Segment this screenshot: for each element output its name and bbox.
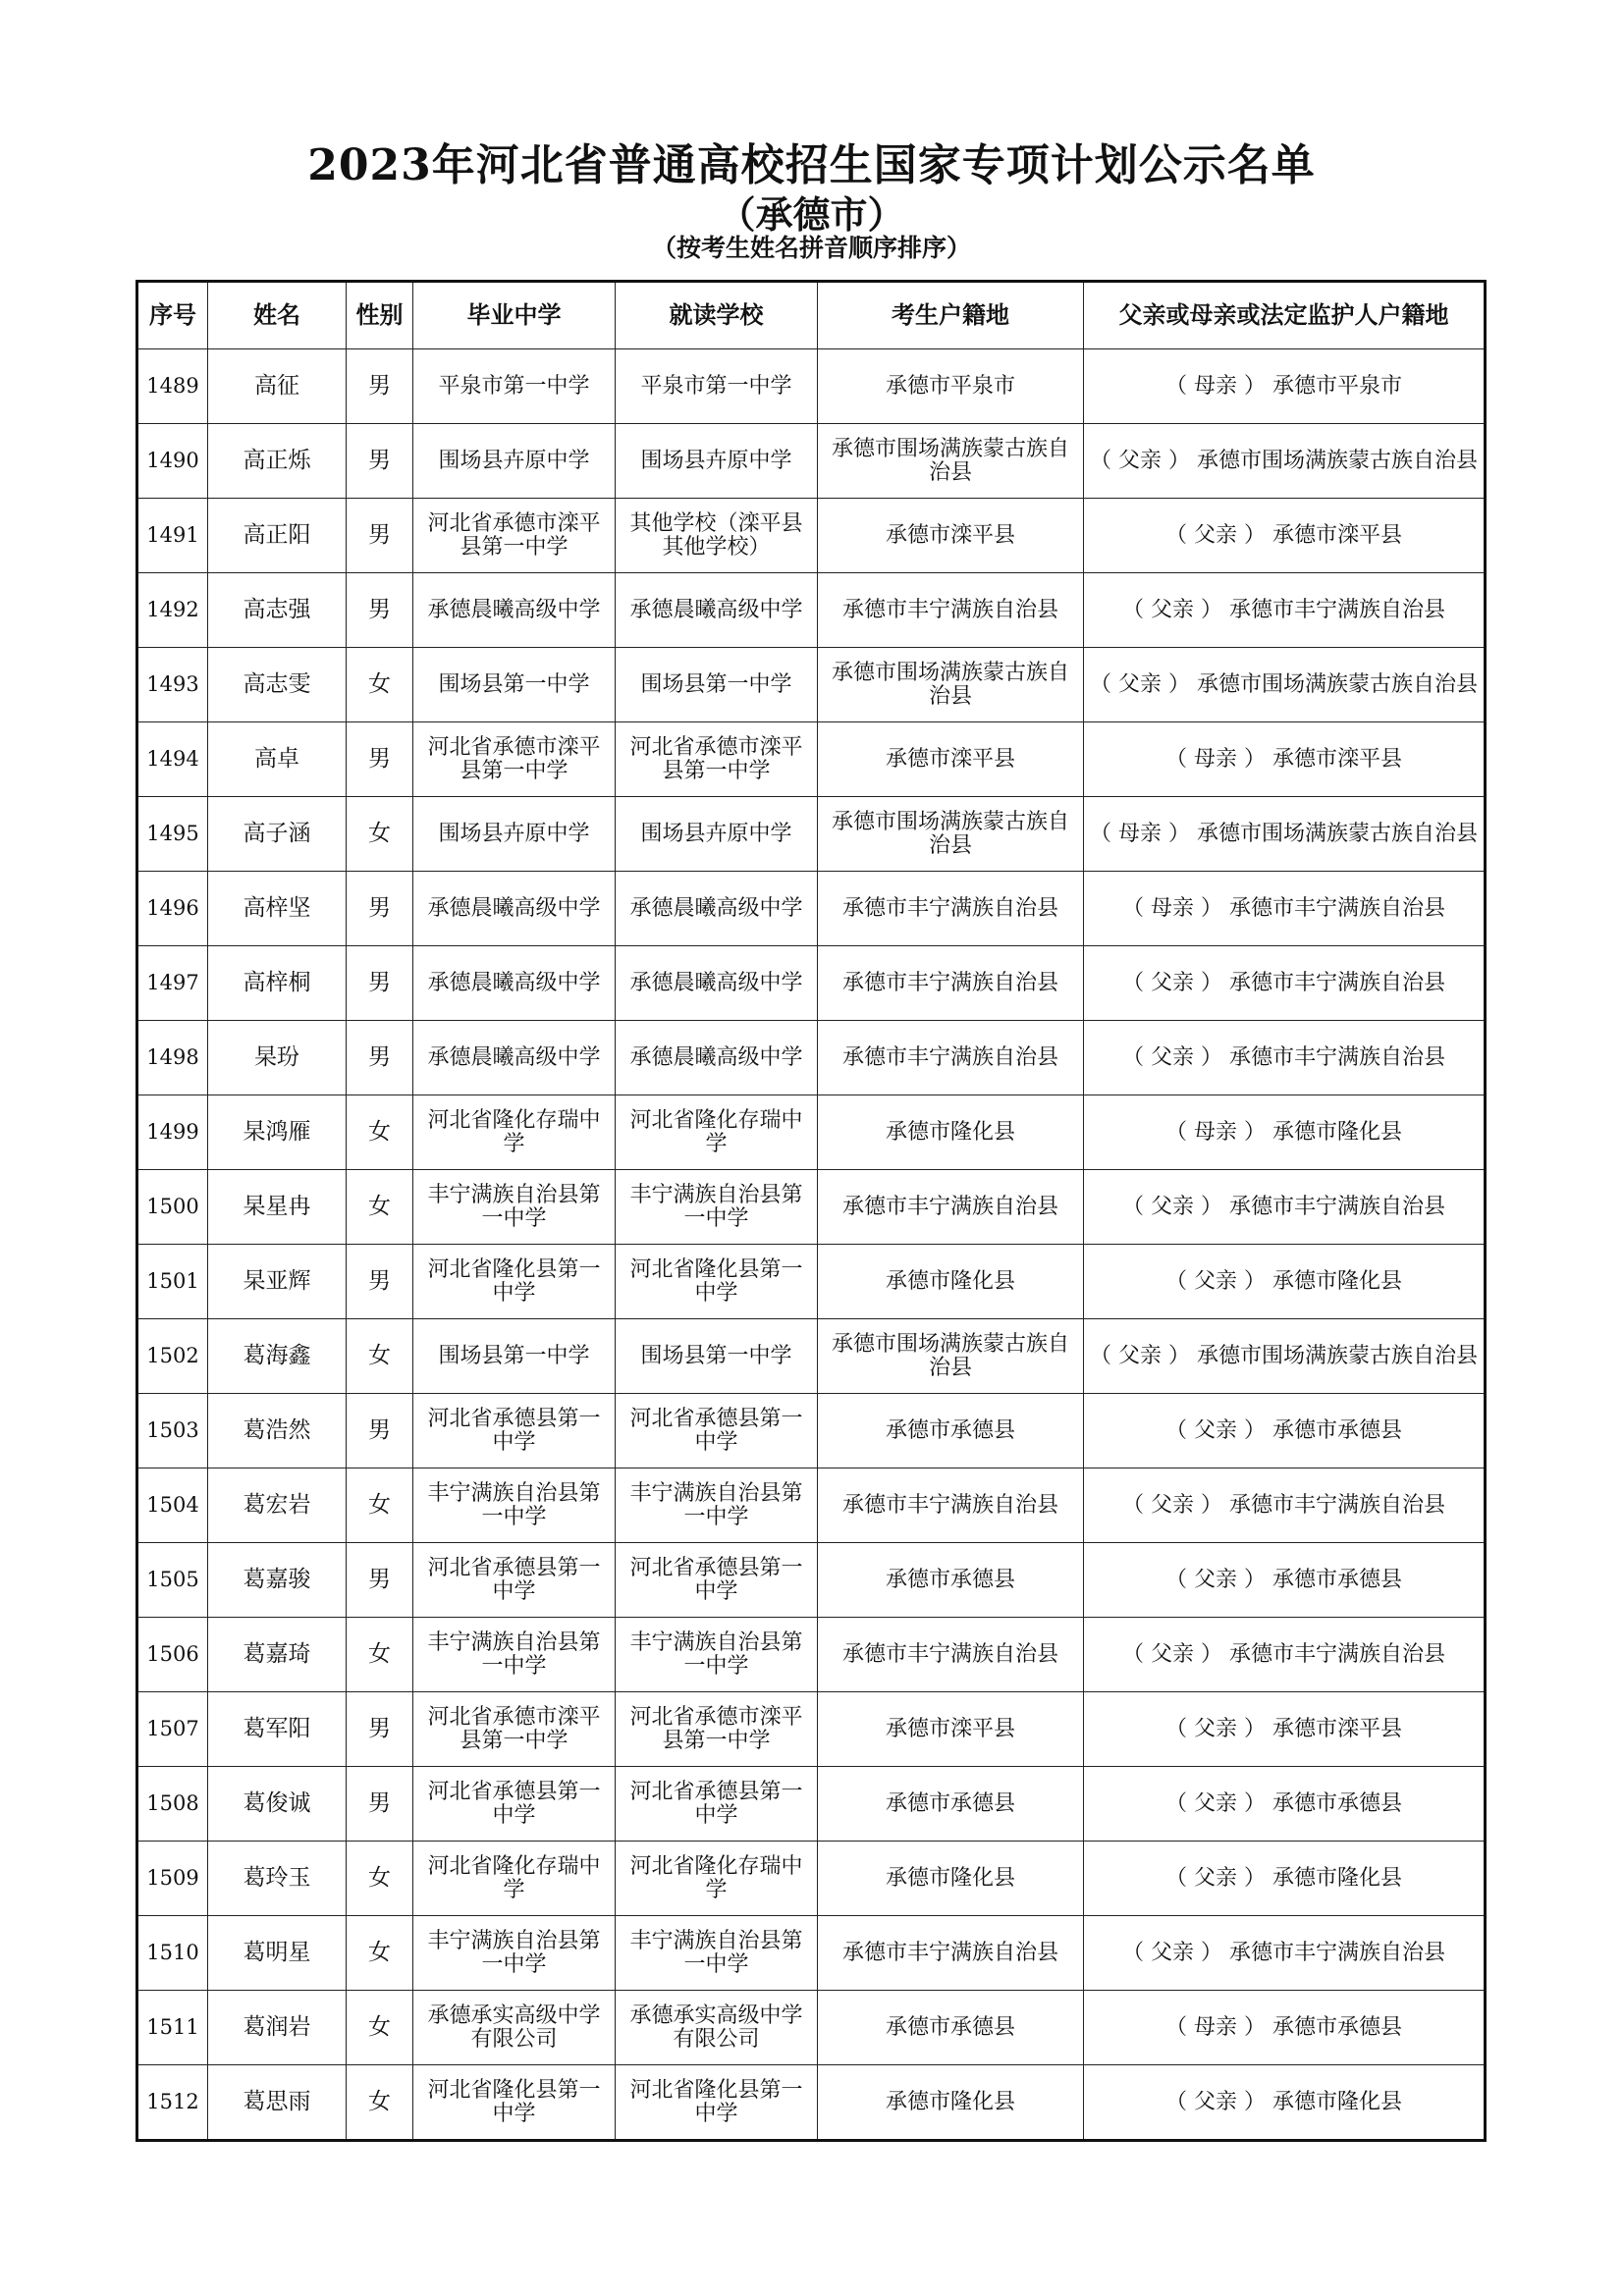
cell-guardian-residence: （ 父亲 ） 承德市丰宁满族自治县 xyxy=(1084,946,1486,1021)
column-header-residence: 考生户籍地 xyxy=(818,282,1084,349)
cell-graduation-school: 河北省隆化存瑞中学 xyxy=(413,1095,616,1170)
cell-serial-number: 1508 xyxy=(137,1767,208,1842)
cell-sex: 男 xyxy=(347,349,413,424)
cell-current-school: 河北省隆化县第一中学 xyxy=(616,1245,818,1319)
cell-serial-number: 1503 xyxy=(137,1394,208,1468)
cell-current-school: 平泉市第一中学 xyxy=(616,349,818,424)
cell-guardian-residence: （ 父亲 ） 承德市承德县 xyxy=(1084,1767,1486,1842)
sort-note: （按考生姓名拼音顺序排序） xyxy=(651,234,971,262)
cell-residence: 承德市隆化县 xyxy=(818,2065,1084,2141)
cell-guardian-residence: （ 父亲 ） 承德市丰宁满族自治县 xyxy=(1084,1618,1486,1692)
cell-name: 葛嘉骏 xyxy=(208,1543,347,1618)
cell-serial-number: 1510 xyxy=(137,1916,208,1991)
cell-current-school: 河北省承德市滦平县第一中学 xyxy=(616,1692,818,1767)
table-row xyxy=(137,424,1486,499)
cell-residence: 承德市丰宁满族自治县 xyxy=(818,1916,1084,1991)
cell-serial-number: 1497 xyxy=(137,946,208,1021)
cell-current-school: 河北省隆化存瑞中学 xyxy=(616,1842,818,1916)
cell-current-school: 承德晨曦高级中学 xyxy=(616,872,818,946)
cell-guardian-residence: （ 父亲 ） 承德市丰宁满族自治县 xyxy=(1084,1170,1486,1245)
cell-sex: 女 xyxy=(347,797,413,872)
cell-current-school: 河北省承德市滦平县第一中学 xyxy=(616,722,818,797)
cell-serial-number: 1491 xyxy=(137,499,208,573)
cell-sex: 女 xyxy=(347,1095,413,1170)
cell-graduation-school: 河北省承德市滦平县第一中学 xyxy=(413,1692,616,1767)
table-row xyxy=(137,1543,1486,1618)
cell-sex: 男 xyxy=(347,1021,413,1095)
table-row xyxy=(137,499,1486,573)
cell-current-school: 承德晨曦高级中学 xyxy=(616,946,818,1021)
cell-guardian-residence: （ 父亲 ） 承德市围场满族蒙古族自治县 xyxy=(1084,424,1486,499)
cell-guardian-residence: （ 母亲 ） 承德市隆化县 xyxy=(1084,1095,1486,1170)
table-row xyxy=(137,1618,1486,1692)
cell-guardian-residence: （ 父亲 ） 承德市滦平县 xyxy=(1084,1692,1486,1767)
table-row xyxy=(137,1319,1486,1394)
table-row xyxy=(137,2065,1486,2141)
cell-serial-number: 1512 xyxy=(137,2065,208,2141)
cell-residence: 承德市隆化县 xyxy=(818,1095,1084,1170)
cell-sex: 女 xyxy=(347,1991,413,2065)
cell-guardian-residence: （ 父亲 ） 承德市丰宁满族自治县 xyxy=(1084,1916,1486,1991)
table-row xyxy=(137,1767,1486,1842)
table-row xyxy=(137,946,1486,1021)
cell-residence: 承德市围场满族蒙古族自治县 xyxy=(818,1319,1084,1394)
cell-name: 高梓坚 xyxy=(208,872,347,946)
cell-current-school: 河北省承德县第一中学 xyxy=(616,1394,818,1468)
cell-graduation-school: 丰宁满族自治县第一中学 xyxy=(413,1468,616,1543)
table-row xyxy=(137,1842,1486,1916)
cell-guardian-residence: （ 父亲 ） 承德市隆化县 xyxy=(1084,1842,1486,1916)
cell-sex: 女 xyxy=(347,648,413,722)
column-header-guardian-residence: 父亲或母亲或法定监护人户籍地 xyxy=(1084,282,1486,349)
table-header-row xyxy=(137,282,1486,349)
cell-guardian-residence: （ 父亲 ） 承德市承德县 xyxy=(1084,1543,1486,1618)
table-row xyxy=(137,872,1486,946)
table-row xyxy=(137,1692,1486,1767)
cell-serial-number: 1495 xyxy=(137,797,208,872)
cell-residence: 承德市滦平县 xyxy=(818,499,1084,573)
cell-guardian-residence: （ 母亲 ） 承德市滦平县 xyxy=(1084,722,1486,797)
cell-serial-number: 1494 xyxy=(137,722,208,797)
cell-residence: 承德市丰宁满族自治县 xyxy=(818,946,1084,1021)
cell-guardian-residence: （ 父亲 ） 承德市丰宁满族自治县 xyxy=(1084,573,1486,648)
column-header-graduation-school: 毕业中学 xyxy=(413,282,616,349)
table-row xyxy=(137,797,1486,872)
cell-guardian-residence: （ 父亲 ） 承德市承德县 xyxy=(1084,1394,1486,1468)
cell-residence: 承德市承德县 xyxy=(818,1767,1084,1842)
cell-current-school: 承德承实高级中学有限公司 xyxy=(616,1991,818,2065)
cell-sex: 男 xyxy=(347,1692,413,1767)
cell-graduation-school: 河北省承德县第一中学 xyxy=(413,1767,616,1842)
cell-graduation-school: 丰宁满族自治县第一中学 xyxy=(413,1618,616,1692)
cell-serial-number: 1505 xyxy=(137,1543,208,1618)
cell-name: 葛海鑫 xyxy=(208,1319,347,1394)
cell-sex: 女 xyxy=(347,2065,413,2141)
cell-current-school: 河北省承德县第一中学 xyxy=(616,1543,818,1618)
cell-guardian-residence: （ 父亲 ） 承德市隆化县 xyxy=(1084,1245,1486,1319)
cell-name: 葛润岩 xyxy=(208,1991,347,2065)
cell-serial-number: 1509 xyxy=(137,1842,208,1916)
cell-name: 葛明星 xyxy=(208,1916,347,1991)
cell-guardian-residence: （ 母亲 ） 承德市丰宁满族自治县 xyxy=(1084,872,1486,946)
table-row xyxy=(137,1394,1486,1468)
cell-sex: 男 xyxy=(347,1245,413,1319)
cell-serial-number: 1501 xyxy=(137,1245,208,1319)
cell-graduation-school: 围场县第一中学 xyxy=(413,1319,616,1394)
cell-residence: 承德市丰宁满族自治县 xyxy=(818,1468,1084,1543)
document-subtitle: （承德市） xyxy=(718,192,905,237)
cell-graduation-school: 承德晨曦高级中学 xyxy=(413,573,616,648)
cell-sex: 男 xyxy=(347,1543,413,1618)
cell-serial-number: 1496 xyxy=(137,872,208,946)
cell-graduation-school: 河北省隆化县第一中学 xyxy=(413,1245,616,1319)
cell-name: 高志雯 xyxy=(208,648,347,722)
cell-serial-number: 1490 xyxy=(137,424,208,499)
cell-sex: 男 xyxy=(347,499,413,573)
cell-graduation-school: 平泉市第一中学 xyxy=(413,349,616,424)
cell-graduation-school: 丰宁满族自治县第一中学 xyxy=(413,1170,616,1245)
column-header-sex: 性别 xyxy=(347,282,413,349)
cell-sex: 女 xyxy=(347,1842,413,1916)
cell-name: 高子涵 xyxy=(208,797,347,872)
cell-residence: 承德市滦平县 xyxy=(818,722,1084,797)
cell-current-school: 围场县第一中学 xyxy=(616,1319,818,1394)
cell-name: 高正烁 xyxy=(208,424,347,499)
cell-name: 杲鸿雁 xyxy=(208,1095,347,1170)
cell-sex: 女 xyxy=(347,1618,413,1692)
document-title: 2023年河北省普通高校招生国家专项计划公示名单 xyxy=(307,140,1316,190)
table-row xyxy=(137,648,1486,722)
cell-serial-number: 1492 xyxy=(137,573,208,648)
column-header-name: 姓名 xyxy=(208,282,347,349)
cell-graduation-school: 河北省承德县第一中学 xyxy=(413,1394,616,1468)
cell-sex: 男 xyxy=(347,946,413,1021)
cell-current-school: 承德晨曦高级中学 xyxy=(616,1021,818,1095)
cell-guardian-residence: （ 父亲 ） 承德市丰宁满族自治县 xyxy=(1084,1021,1486,1095)
cell-residence: 承德市隆化县 xyxy=(818,1245,1084,1319)
cell-graduation-school: 围场县第一中学 xyxy=(413,648,616,722)
cell-current-school: 承德晨曦高级中学 xyxy=(616,573,818,648)
cell-sex: 女 xyxy=(347,1170,413,1245)
cell-current-school: 丰宁满族自治县第一中学 xyxy=(616,1170,818,1245)
cell-serial-number: 1507 xyxy=(137,1692,208,1767)
cell-name: 高正阳 xyxy=(208,499,347,573)
cell-current-school: 其他学校（滦平县其他学校） xyxy=(616,499,818,573)
cell-current-school: 丰宁满族自治县第一中学 xyxy=(616,1468,818,1543)
table-row xyxy=(137,1991,1486,2065)
cell-residence: 承德市丰宁满族自治县 xyxy=(818,1618,1084,1692)
table-row xyxy=(137,1916,1486,1991)
cell-graduation-school: 承德晨曦高级中学 xyxy=(413,946,616,1021)
cell-residence: 承德市平泉市 xyxy=(818,349,1084,424)
cell-serial-number: 1504 xyxy=(137,1468,208,1543)
cell-sex: 女 xyxy=(347,1319,413,1394)
cell-residence: 承德市承德县 xyxy=(818,1394,1084,1468)
cell-graduation-school: 承德晨曦高级中学 xyxy=(413,872,616,946)
cell-graduation-school: 河北省承德市滦平县第一中学 xyxy=(413,499,616,573)
cell-guardian-residence: （ 父亲 ） 承德市围场满族蒙古族自治县 xyxy=(1084,648,1486,722)
cell-graduation-school: 承德承实高级中学有限公司 xyxy=(413,1991,616,2065)
cell-sex: 男 xyxy=(347,573,413,648)
cell-name: 高征 xyxy=(208,349,347,424)
cell-sex: 男 xyxy=(347,424,413,499)
cell-graduation-school: 河北省隆化县第一中学 xyxy=(413,2065,616,2141)
cell-residence: 承德市丰宁满族自治县 xyxy=(818,1021,1084,1095)
table-row xyxy=(137,573,1486,648)
cell-residence: 承德市围场满族蒙古族自治县 xyxy=(818,648,1084,722)
cell-name: 杲玢 xyxy=(208,1021,347,1095)
cell-serial-number: 1498 xyxy=(137,1021,208,1095)
cell-guardian-residence: （ 父亲 ） 承德市滦平县 xyxy=(1084,499,1486,573)
cell-name: 葛俊诚 xyxy=(208,1767,347,1842)
table-row xyxy=(137,1021,1486,1095)
table-row xyxy=(137,1170,1486,1245)
cell-sex: 男 xyxy=(347,722,413,797)
table-row xyxy=(137,349,1486,424)
cell-residence: 承德市滦平县 xyxy=(818,1692,1084,1767)
cell-current-school: 丰宁满族自治县第一中学 xyxy=(616,1618,818,1692)
cell-current-school: 围场县卉原中学 xyxy=(616,424,818,499)
cell-serial-number: 1502 xyxy=(137,1319,208,1394)
cell-residence: 承德市丰宁满族自治县 xyxy=(818,573,1084,648)
cell-name: 葛嘉琦 xyxy=(208,1618,347,1692)
cell-name: 葛思雨 xyxy=(208,2065,347,2141)
cell-name: 高卓 xyxy=(208,722,347,797)
cell-current-school: 河北省隆化县第一中学 xyxy=(616,2065,818,2141)
cell-guardian-residence: （ 父亲 ） 承德市丰宁满族自治县 xyxy=(1084,1468,1486,1543)
cell-name: 葛浩然 xyxy=(208,1394,347,1468)
column-header-no: 序号 xyxy=(137,282,208,349)
cell-residence: 承德市隆化县 xyxy=(818,1842,1084,1916)
cell-serial-number: 1489 xyxy=(137,349,208,424)
cell-graduation-school: 承德晨曦高级中学 xyxy=(413,1021,616,1095)
table-row xyxy=(137,1095,1486,1170)
cell-sex: 男 xyxy=(347,1394,413,1468)
cell-current-school: 丰宁满族自治县第一中学 xyxy=(616,1916,818,1991)
table-row xyxy=(137,1468,1486,1543)
cell-residence: 承德市围场满族蒙古族自治县 xyxy=(818,797,1084,872)
column-header-current-school: 就读学校 xyxy=(616,282,818,349)
cell-name: 葛宏岩 xyxy=(208,1468,347,1543)
cell-guardian-residence: （ 母亲 ） 承德市围场满族蒙古族自治县 xyxy=(1084,797,1486,872)
cell-name: 杲亚辉 xyxy=(208,1245,347,1319)
cell-graduation-school: 丰宁满族自治县第一中学 xyxy=(413,1916,616,1991)
table-row xyxy=(137,722,1486,797)
cell-serial-number: 1506 xyxy=(137,1618,208,1692)
cell-residence: 承德市丰宁满族自治县 xyxy=(818,1170,1084,1245)
cell-guardian-residence: （ 母亲 ） 承德市承德县 xyxy=(1084,1991,1486,2065)
cell-sex: 女 xyxy=(347,1468,413,1543)
cell-name: 杲星冉 xyxy=(208,1170,347,1245)
cell-name: 高志强 xyxy=(208,573,347,648)
cell-serial-number: 1511 xyxy=(137,1991,208,2065)
cell-serial-number: 1499 xyxy=(137,1095,208,1170)
cell-residence: 承德市围场满族蒙古族自治县 xyxy=(818,424,1084,499)
cell-name: 高梓桐 xyxy=(208,946,347,1021)
cell-guardian-residence: （ 父亲 ） 承德市隆化县 xyxy=(1084,2065,1486,2141)
cell-current-school: 围场县卉原中学 xyxy=(616,797,818,872)
cell-graduation-school: 河北省承德市滦平县第一中学 xyxy=(413,722,616,797)
cell-current-school: 河北省隆化存瑞中学 xyxy=(616,1095,818,1170)
cell-sex: 男 xyxy=(347,872,413,946)
cell-graduation-school: 围场县卉原中学 xyxy=(413,424,616,499)
cell-serial-number: 1493 xyxy=(137,648,208,722)
cell-residence: 承德市承德县 xyxy=(818,1543,1084,1618)
cell-residence: 承德市承德县 xyxy=(818,1991,1084,2065)
cell-graduation-school: 河北省隆化存瑞中学 xyxy=(413,1842,616,1916)
cell-guardian-residence: （ 母亲 ） 承德市平泉市 xyxy=(1084,349,1486,424)
cell-current-school: 河北省承德县第一中学 xyxy=(616,1767,818,1842)
applicant-table xyxy=(135,280,1487,2142)
cell-graduation-school: 围场县卉原中学 xyxy=(413,797,616,872)
cell-residence: 承德市丰宁满族自治县 xyxy=(818,872,1084,946)
cell-serial-number: 1500 xyxy=(137,1170,208,1245)
cell-guardian-residence: （ 父亲 ） 承德市围场满族蒙古族自治县 xyxy=(1084,1319,1486,1394)
cell-graduation-school: 河北省承德县第一中学 xyxy=(413,1543,616,1618)
cell-sex: 男 xyxy=(347,1767,413,1842)
table-row xyxy=(137,1245,1486,1319)
cell-name: 葛军阳 xyxy=(208,1692,347,1767)
cell-name: 葛玲玉 xyxy=(208,1842,347,1916)
cell-current-school: 围场县第一中学 xyxy=(616,648,818,722)
cell-sex: 女 xyxy=(347,1916,413,1991)
